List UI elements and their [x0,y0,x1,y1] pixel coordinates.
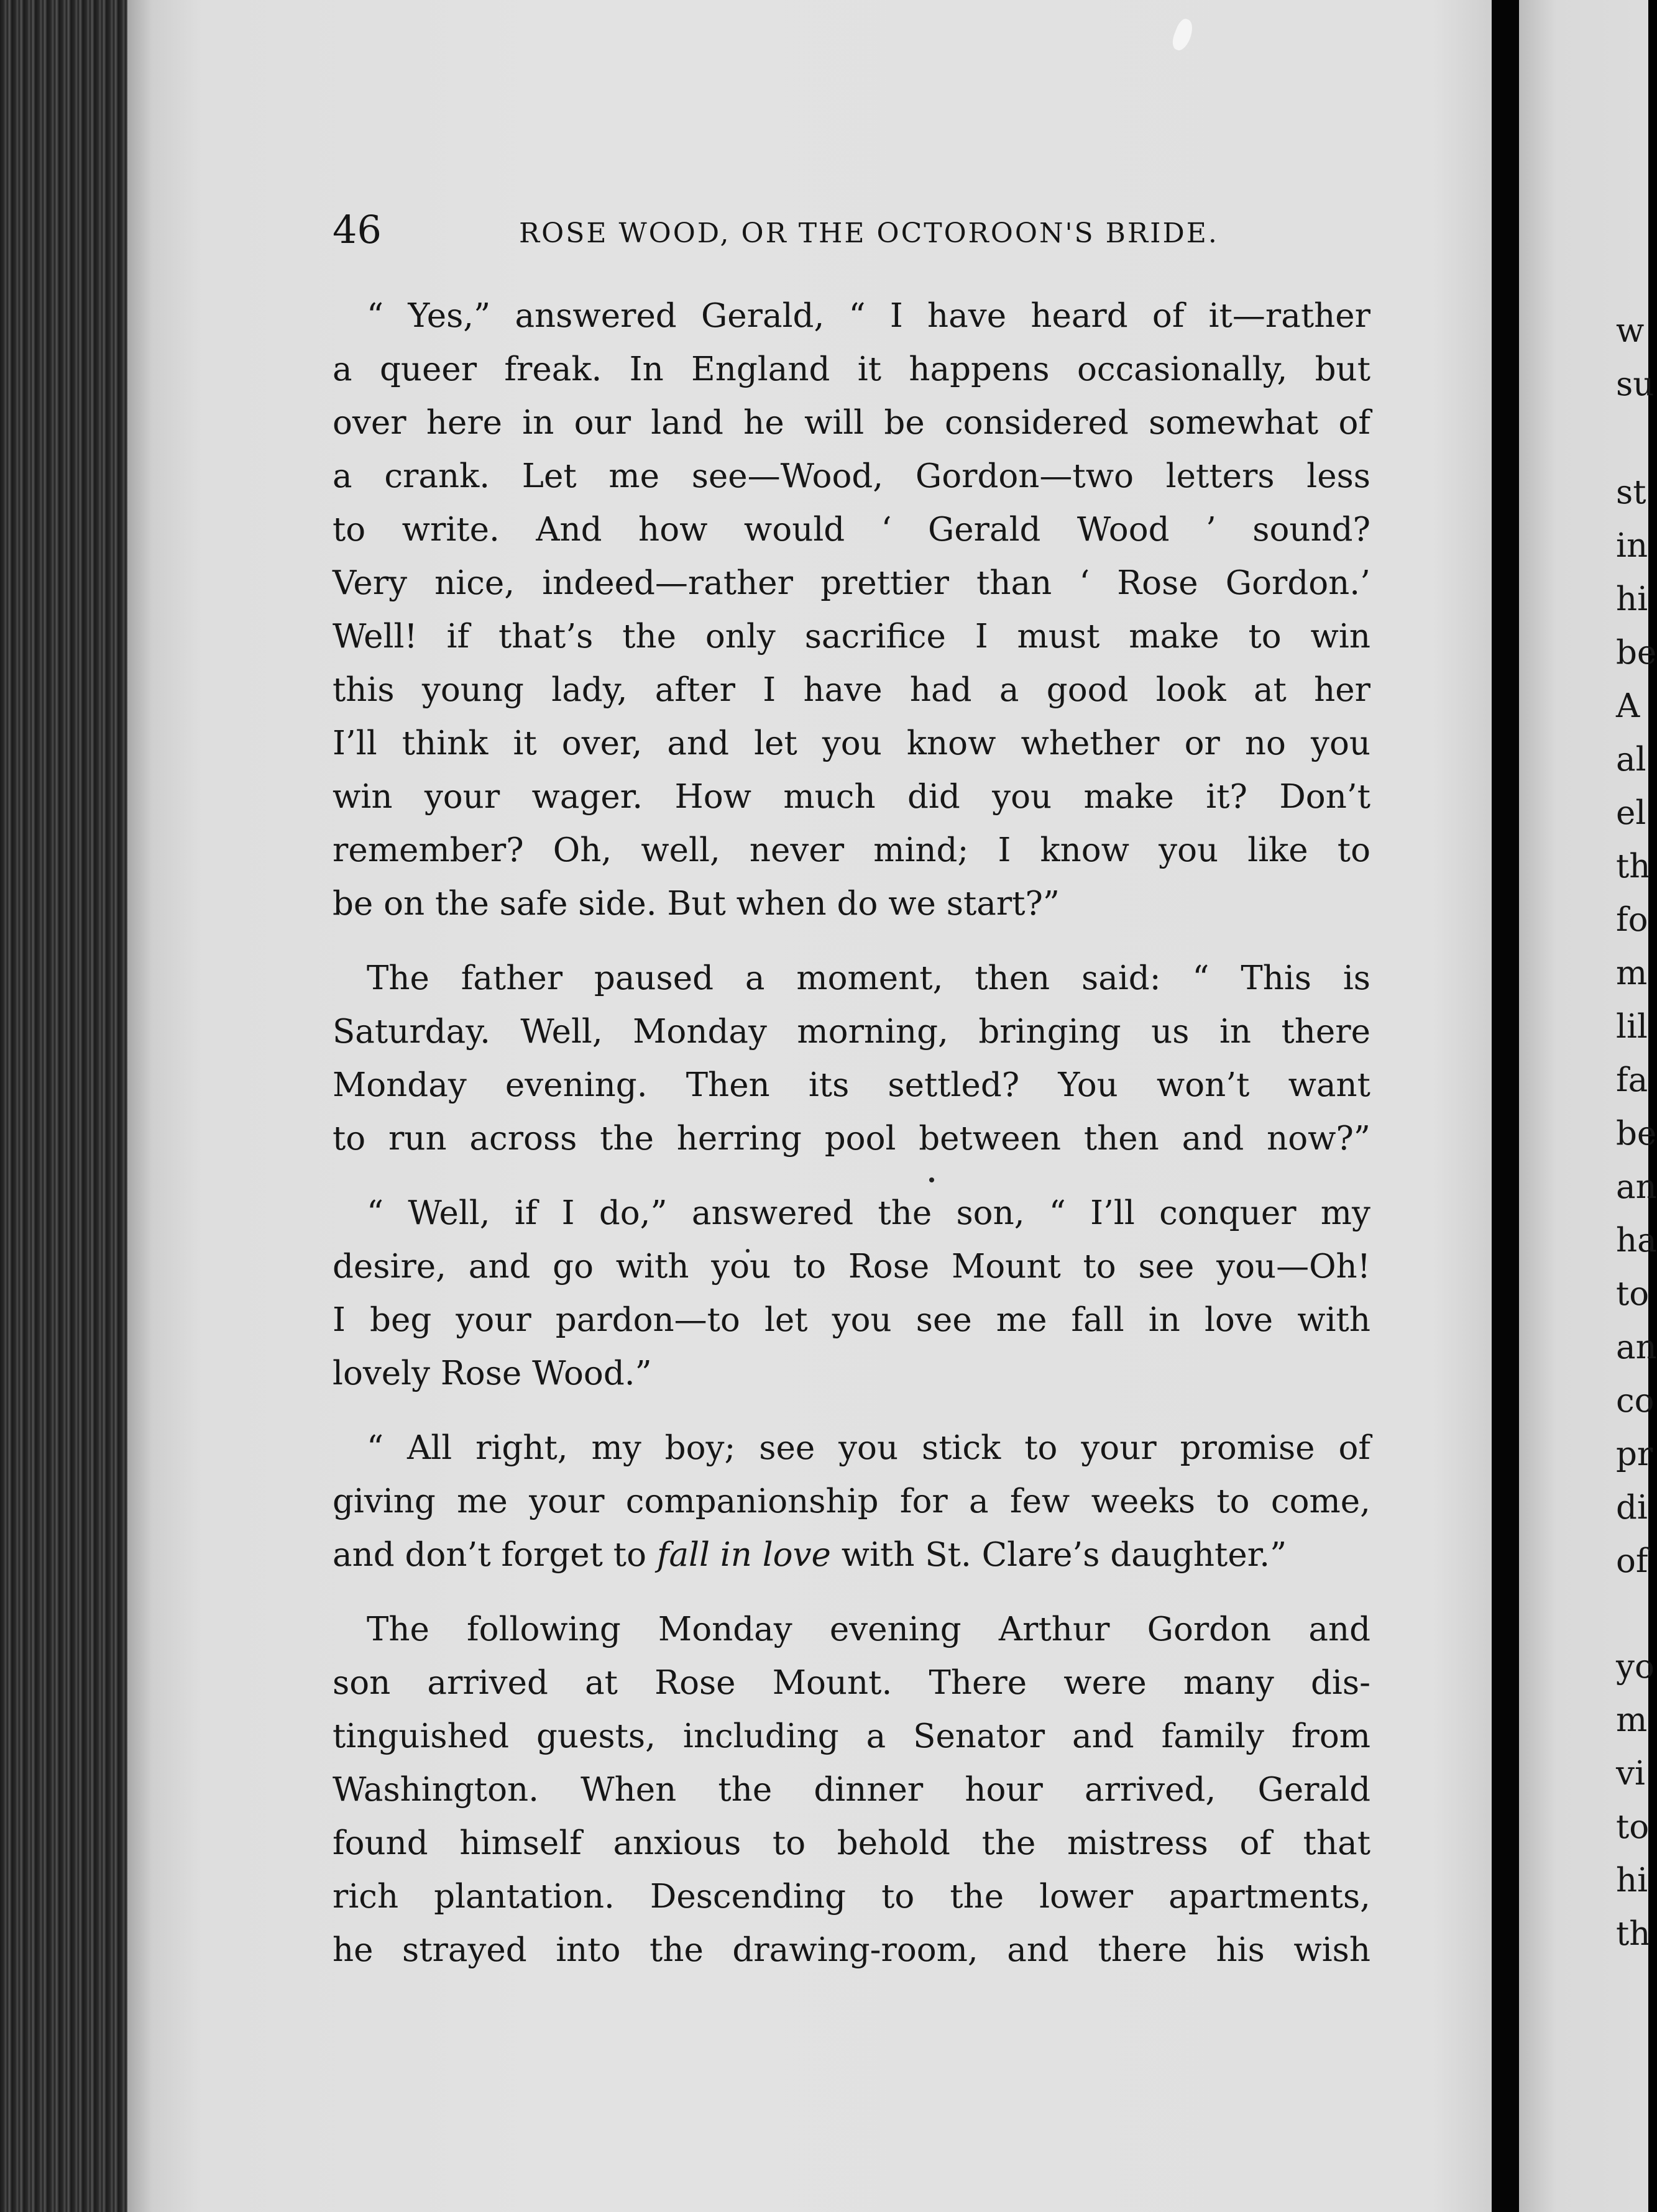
text-run: with St. Clare’s daughter.” [830,1536,1287,1574]
facing-page-fragment: th [1616,1915,1651,1953]
facing-page-fragment: an [1616,1168,1657,1206]
text-line: Well! if that’s the only sacrifice I must make to win [333,618,1370,656]
facing-page-fragment: ha [1616,1222,1657,1259]
text-line: Very nice, indeed—rather prettier than ‘ Rose Gordon.’ [333,564,1370,602]
facing-page-fragment: pr [1616,1435,1653,1473]
text-line [333,1529,1370,1582]
text-line: I beg your pardon—to let you see me fall in love with [333,1301,1370,1339]
text-line: a crank. Let me see—Wood, Gordon—two letters less [333,457,1370,495]
facing-page-fragment: A [1616,687,1640,725]
facing-page-fragment: th [1616,848,1651,885]
facing-page-fragment: hi [1616,1862,1648,1899]
facing-page-fragment: m [1616,954,1648,992]
text-line: a queer freak. In England it happens occasionally, but [333,350,1370,388]
text-line: desire, and go with you to Rose Mount to see you—Oh! [333,1248,1370,1286]
text-line: I’ll think it over, and let you know whether or no you [333,724,1370,762]
book-spine-gutter [1492,0,1519,2212]
facing-page-fragment: hi [1616,580,1648,618]
facing-page-fragment: su [1616,365,1655,403]
facing-page-fragment: el [1616,794,1646,832]
facing-page-fragment: to [1616,1275,1650,1313]
text-line: “ Well, if I do,” answered the son, “ I’ll conquer my [367,1194,1370,1232]
body-text [333,290,1370,1977]
facing-page-fragment: al [1616,741,1646,779]
facing-page-fragment: di [1616,1489,1648,1527]
facing-page-fragment: m [1616,1701,1648,1739]
facing-page-fragment-group [1616,1640,1655,1961]
facing-page-fragment: co [1616,1382,1655,1420]
facing-page-fragment: an [1616,1328,1657,1366]
text-line: “ Yes,” answered Gerald, “ I have heard of it—rather [367,297,1370,335]
page-number: 46 [333,207,382,252]
facing-page-fragment: st [1616,473,1646,511]
facing-page-fragment: fa [1616,1061,1648,1099]
facing-page-fragment: lil [1616,1008,1648,1046]
italic-phrase: fall in love [656,1536,831,1574]
paragraph [333,952,1370,1166]
page-edge-stack [0,0,134,2212]
text-line: to run across the herring pool between then and now?” [333,1120,1370,1158]
facing-page-fragment: to [1616,1808,1650,1846]
text-line: The following Monday evening Arthur Gordon and [367,1611,1370,1648]
running-head-title: ROSE WOOD, OR THE OCTOROON'S BRIDE. [519,217,1219,249]
text-line: remember? Oh, well, never mind; I know you like to [333,831,1370,869]
text-line: found himself anxious to behold the mistress of that [333,1824,1370,1862]
text-run: and don’t forget to [333,1536,657,1574]
facing-page-fragment-group [1616,304,1655,411]
text-line: Monday evening. Then its settled? You won’t want [333,1066,1370,1104]
paragraph [333,1187,1370,1401]
text-line: rich plantation. Descending to the lower apartments, [333,1878,1370,1916]
text-line: Washington. When the dinner hour arrived, Gerald [333,1771,1370,1809]
facing-page-fragment: in [1616,527,1648,565]
facing-page-fragment: be [1616,1115,1657,1153]
text-line: son arrived at Rose Mount. There were many dis- [333,1664,1370,1702]
facing-page-fragment: w [1616,312,1645,350]
text-line: giving me your companionship for a few weeks to come, [333,1483,1370,1520]
text-line: The father paused a moment, then said: “ This is [367,959,1370,997]
text-line: over here in our land he will be considered somewhat of [333,404,1370,442]
text-line: lovely Rose Wood.” [333,1355,652,1392]
text-line: “ All right, my boy; see you stick to your promise of [367,1429,1370,1467]
running-header [333,205,1377,255]
facing-page-fragment: fo [1616,901,1648,939]
text-line: be on the safe side. But when do we start?” [333,885,1060,923]
text-line: Saturday. Well, Monday morning, bringing us in there [333,1013,1370,1051]
facing-page-fragment: yo [1616,1648,1655,1686]
text-line: this young lady, after I have had a good look at her [333,671,1370,709]
facing-page-fragment: be [1616,634,1657,672]
text-line: tinguished guests, including a Senator and family from [333,1717,1370,1755]
text-line: he strayed into the drawing-room, and there his wish [333,1931,1370,1969]
text-line: to write. And how would ‘ Gerald Wood ’ sound? [333,511,1370,549]
paragraph [333,290,1370,931]
facing-page-fragment-group [1616,466,1657,1588]
facing-page-fragment: of [1616,1542,1648,1580]
paragraph [333,1603,1370,1977]
paragraph [333,1422,1370,1582]
text-line: win your wager. How much did you make it? Don’t [333,778,1370,816]
facing-page-fragment: vi [1616,1755,1645,1793]
